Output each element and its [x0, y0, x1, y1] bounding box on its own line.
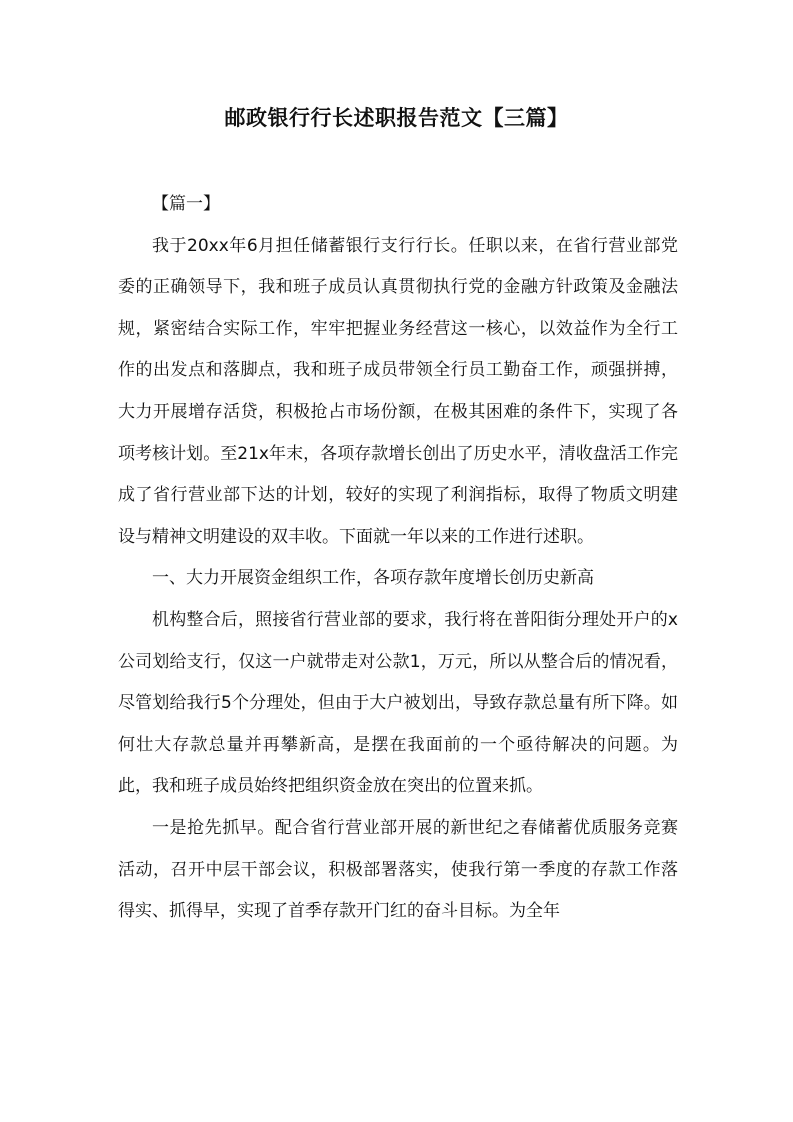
- section-heading: 【篇一】: [152, 194, 220, 214]
- paragraph: 一是抢先抓早。配合省行营业部开展的新世纪之春储蓄优质服务竞赛活动，召开中层干部会议，积极部署落实，使我行第一季度的存款工作落得实、抓得早，实现了首季存款开门红的奋斗目标。为全年: [118, 817, 678, 922]
- paragraph-heading: 一、大力开展资金组织工作，各项存款年度增长创历史新高: [152, 568, 594, 589]
- paragraph: 我于20xx年6月担任储蓄银行支行行长。任职以来，在省行营业部党委的正确领导下，我和班子成员认真贯彻执行党的金融方针政策及金融法规，紧密结合实际工作，牢牢把握业务经营这一核心，以效益作为全行工作的出发点和落脚点，我和班子成员带领全行员工勤奋工作，顽强拼搏，大力开展增存活贷，积极抢占市场份额，在极其困难的条件下，实现了各项考核计划。至21x年末，各项存款增长创出了历史水平，清收盘活工作完成了省行营业部下达的计划，较好的实现了利润指标，取得了物质文明建设与精神文明建设的双丰收。下面就一年以来的工作进行述职。: [118, 235, 678, 547]
- document-body: [118, 184, 678, 933]
- document-title: 邮政银行行长述职报告范文【三篇】: [224, 106, 569, 130]
- paragraph: 机构整合后，照接省行营业部的要求，我行将在普阳街分理处开户的x公司划给支行，仅这一户就带走对公款1，万元，所以从整合后的情况看，尽管划给我行5个分理处，但由于大户被划出，导致存款总量有所下降。如何壮大存款总量并再攀新高，是摆在我面前的一个亟待解决的问题。为此，我和班子成员始终把组织资金放在突出的位置来抓。: [118, 609, 678, 797]
